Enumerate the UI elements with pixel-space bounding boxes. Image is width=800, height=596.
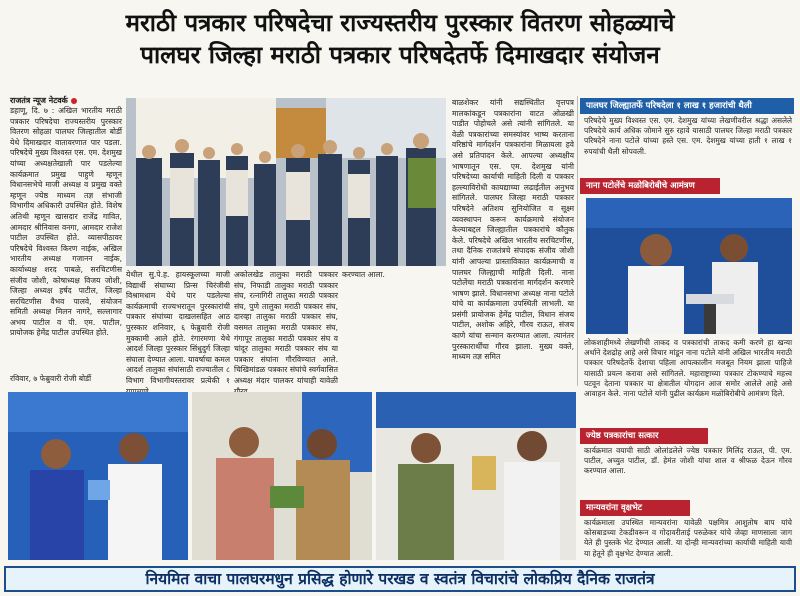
speaker-photo: [586, 198, 792, 334]
sidebar-heading-3: ज्येष्ठ पत्रकारांचा सत्कार: [580, 428, 708, 444]
sidebar-heading-1: पालघर जिल्ह्यातर्फे परिषदेला १ लाख १ हजारांची थैली: [580, 98, 794, 114]
column-divider: [577, 96, 578, 386]
footer-banner: नियमित वाचा पालघरमधुन प्रसिद्ध होणारे परखड व स्वतंत्र विचारांचे लोकप्रिय दैनिक राजतंत्र: [4, 566, 796, 592]
dateline: डहाणू, दि. ७ : अखिल: [10, 106, 78, 115]
headline-line-1: मराठी पत्रकार परिषदेचा राज्यस्तरीय पुरस्कार वितरण सोहळ्याचे: [125, 8, 675, 37]
headline-line-2: पालघर जिल्हा मराठी पत्रकार परिषदेतर्फे दिमाखदार संयोजन: [140, 40, 660, 69]
award-photo-2: [192, 392, 372, 560]
red-dot-icon: [71, 98, 77, 104]
article-column-4: बाळशेकर यांनी सद्यस्थितीत वृत्तपत्र मालकांकडून पत्रकारांना वाटत ओळखी पाडीत पोहोचले असे त्यांनी सांगितले. या वेळी पत्रकारांच्या समस्यांवर भाष्य करताना वरिष्ठांचे मार्गदर्शन पत्रकारांना मिळायला हवे असे प्रतिपादन केले. आपल्या अध्यक्षीय भाषणातून एस. एम. देशमुख यांनी परिषदेच्या कार्याची माहिती दिली व पत्रकार हल्ल्याविरोधी कायद्याच्या लढाईतील अनुभव सांगितले. पालघर जिल्हा मराठी पत्रकार परिषदेने अतिशय सुनियोजित व सूक्ष्म व्यवस्थापन करून कार्यक्रमाचे संयोजन केल्याबद्दल जिल्ह्यातील पत्रकारांचे कौतुक केले. परिषदेचे अखिल भारतीय सरचिटणीस, तथा दैनिक राजतंत्रचे संपादक संजीव जोशी यांनी आपल्या प्रास्ताविकात कार्यक्रमाची व पालघर जिल्ह्याची माहिती दिली. नाना पटोलेंचा मराठी पत्रकारांना मार्गदर्शन करणारे भाषण झाले. विधानसभा अध्यक्ष नाना पटोले यांचे या कार्यक्रमाला उपस्थिती लाभली. या प्रसंगी प्रायोजक हेमेंद्र पाटील, विधान संजय पाटील, अशोक अहिरे, गौरव राऊत, संजय काणे यांचा सन्मान करण्यात आला. त्यानंतर पुरस्कारार्थींचा गौरव झाला. मुख्य वक्ते, माध्यम तज्ञ समित: [452, 98, 574, 362]
column-1-tail: रविवार, ७ फेब्रुवारी रोजी बोर्डी: [10, 374, 92, 383]
article-column-3b: करण्यात आला.: [342, 270, 385, 279]
sidebar-paragraph-3: कार्यक्रमात वयाची साठी ओलांडलेले ज्येष्ठ पत्रकार मिलिंद राऊत, पी. एम. पाटील, अच्युत पाटील, डॉ. हेमंत जोशी यांचा शाल व श्रीफळ देऊन गौरव करण्यात आला.: [584, 446, 792, 476]
article-column-3: अकोलखेड तालुका मराठी पत्रकार संघ, निफाडी तालुका मराठी पत्रकार संघ, रत्नागिरी तालुका मराठी पत्रकार संघ, पुणे तालुका मराठी पत्रकार संघ, दारव्हा तालुका मराठी पत्रकार संघ, वसमत तालुका मराठी पत्रकार संघ, गंगापूर तालुका मराठी पत्रकार संघ व चांदूर तालुका मराठी पत्रकार संघ या पत्रकार संघांना गौरविण्यात आले. चिखिमांडळ पत्रकार संघांचे स्वर्गवासित अध्यक्ष मंदार पालकर यांचाही यावेळी: [234, 270, 338, 385]
main-event-photo: [126, 98, 446, 266]
column-1-body: भारतीय मराठी पत्रकार परिषदेचा राज्यस्तरीय पुरस्कार वितरण सोहळा पालघर जिल्हातील बोर्डी येथे दिमाखदार वातावरणात पार पडला. परिषदेचे मुख्य विश्वस्त एस. एम. देशमुख यांच्या अध्यक्षतेखाली पार पडलेल्या कार्यक्रमात प्रमुख पाहुणे म्हणून विधानसभेचे माजी अध्यक्ष व प्रमुख वक्ते म्हणून ज्येष्ठ माध्यम तज्ञ संभाजी विभागीय अधिकारी उपस्थित होते. विशेष अतिथी म्हणून खासदार राजेंद्र गावित, आमदार श्रीनिवास वनगा, आमदार राजेश पाटील उपस्थित होते. व्यासपीठावर परिषदेचे विश्वस्त किरण नाईक, अखिल भारतीय अध्यक्ष गजानन नाईक, कार्याध्यक्ष शरद पाबळे, सरचिटणीस संजीव जोशी, कोषाध्यक्ष विजय जोशी, जिल्हा अध्यक्ष हर्षद पाटील, जिल्हा सरचिटणीस वैभव पालवे, संयोजन समिती अध्यक्ष मिलन नागरे, सल्लागार अभय पाटील व पी. एम. पाटील, प्रायोजक हेमेंद्र पाटील उपस्थित होते.: [10, 106, 122, 338]
award-handover-photo-icon: [192, 392, 372, 560]
article-column-1: [10, 106, 122, 386]
byline-source: राजतंत्र न्यूज नेटवर्क: [10, 96, 68, 105]
byline: [10, 95, 77, 106]
award-photo-3: [376, 392, 576, 560]
award-photo-1: [8, 392, 188, 560]
sidebar-paragraph-4: कार्यक्रमाला उपस्थित मान्यवरांना यावेळी पक्षमित्र आशुतोष बाप यांचे कोसबाडच्या टेकडीवरून व गोदावरीताई परुळेकर यांचे जेव्हा माणसाला जाग येते ही पुस्तके भेट देण्यात आली. या दोन्ही मान्यवरांच्या कार्याची माहिती यावी या हेतूने ही वृक्षभेट देण्यात आली.: [584, 518, 792, 558]
sidebar-paragraph-1: परिषदेचे मुख्य विश्वस्त एस. एम. देशमुख यांच्या लेखणीवरील श्रद्धा असलेले परिषदेचे कार्य अधिक जोमाने सुरु रहावे यासाठी पालघर जिल्हा मराठी पत्रकार परिषदेने नाना पटोले यांच्या हस्ते एस. एम. देशमुख यांच्या हाती १ लाख १ रुपयांची थैली सोपवली.: [584, 116, 792, 156]
stage-group-photo-icon: [126, 98, 446, 266]
article-column-2: येथील सु.पे.ह. हायस्कूलच्या माजी विद्यार्थी संघाच्या प्रिन्स चिरंजीवी विश्रामधाम येथे पार पडलेल्या कार्यक्रमाची राज्यभरातून पुरस्कारांची पत्रकार संघांच्या दाखलसहित आठ पुरस्कार शनिवार, ६ फेब्रुवारी रोजी मुक्कामी आले होते. रंगारमणा येथे आदर्श जिल्हा पुरस्कार सिंधुदुर्ग जिल्हा संघाला देण्यात आला. यावर्षाचा कमल आदर्श तालुका संघांसाठी राज्यातील ८ विभाग विभागीयस्तरावर प्रत्येकी १: [126, 270, 230, 385]
speaker-at-podium-icon: [586, 198, 792, 334]
award-handover-photo-icon: [8, 392, 188, 560]
award-handover-photo-icon: [376, 392, 576, 560]
sidebar-heading-2: नाना पटोलेंचे मळोबिरोबीचे आमंत्रण: [580, 178, 720, 194]
sidebar-paragraph-2: लोकशाहीमध्ये लेखणीची ताकद व पत्रकारांची ताकद कमी करणे हा खन्या अर्थाने देशद्रोह आहे असे विचार मांडून नाना पटोले यांनी अखिल भारतीय मराठी पत्रकार परिषदेतर्फे देशाचा पहिला आपत्कालीन मजबूत नियम झाला पाहिजे यासाठी प्रयत्न करावा असे सांगितले. महाराष्ट्राच्या पत्रकार टोकण्याचे महत्त्व पटवून देताना पत्रकार या क्षेत्रातील योगदान आज समोर आलेले आहे असे आवाहन केले. नाना पटोले यांनी पुढील कार्यक्रम मळोबिरोबीचे आमंत्रण दिले.: [584, 338, 792, 399]
sidebar-heading-4: मान्यवरांना वृक्षभेट: [580, 500, 690, 516]
